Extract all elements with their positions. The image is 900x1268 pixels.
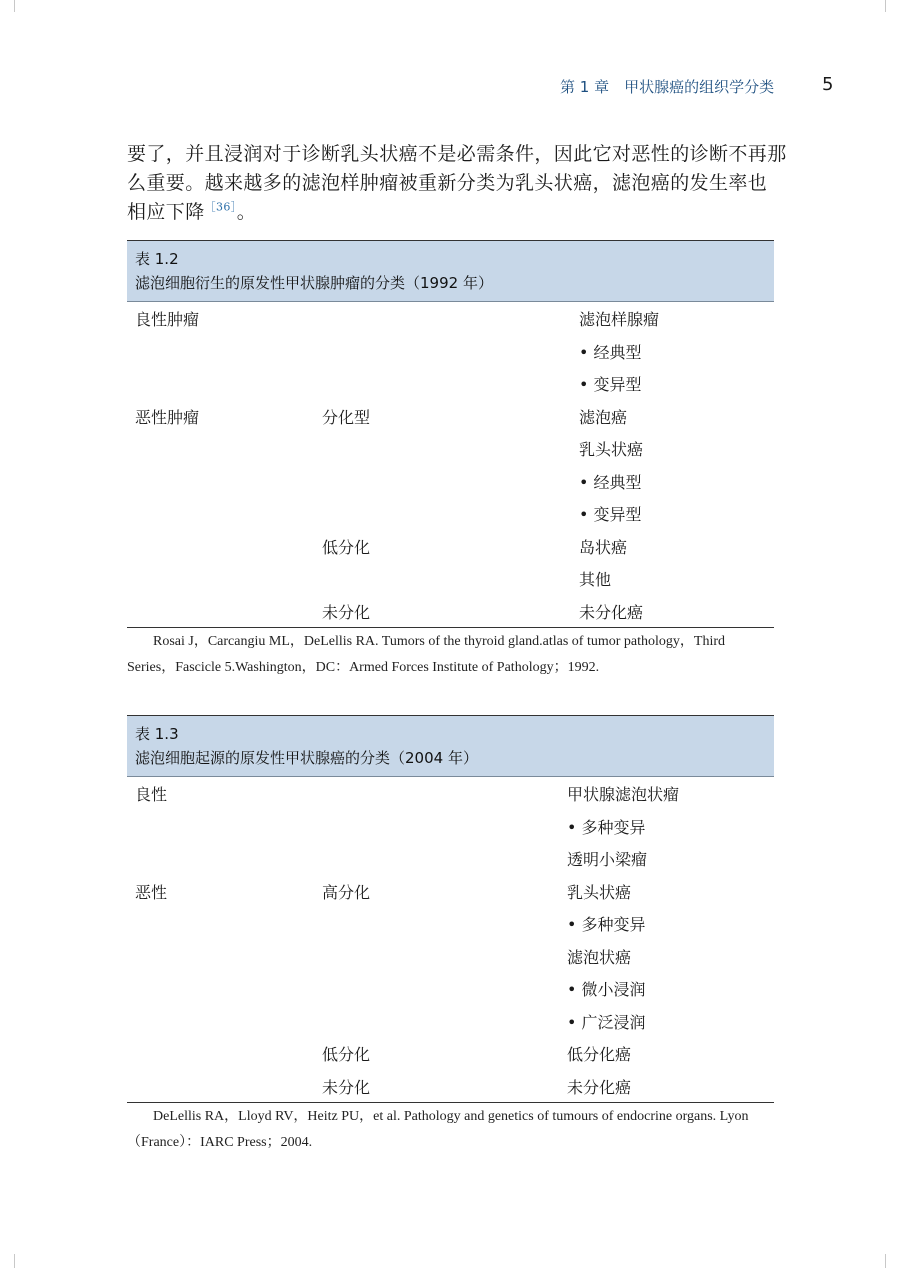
table-row [127,972,774,1005]
table-cell: • 广泛浸润 [567,1012,646,1032]
table-row [127,1070,774,1103]
source-note-line: Series，Fascicle 5.Washington，DC：Armed Forces Institute of Pathology；1992. [127,660,600,675]
table-row [127,940,774,973]
table-header [127,240,774,301]
table-row [127,562,774,595]
table-title: 滤泡细胞衍生的原发性甲状腺肿瘤的分类（1992 年） [135,274,493,292]
table-row [127,810,774,843]
table-row [127,497,774,530]
crop-mark [885,0,886,12]
table-body [127,776,774,1103]
table-cell: 其他 [579,570,612,589]
intro-line-end: 。 [236,201,257,223]
table-cell: 滤泡状癌 [567,947,632,967]
table-row [127,595,774,628]
table-cell: 低分化 [322,1045,371,1064]
crop-mark [14,1254,15,1268]
table-cell: • 变异型 [579,505,642,524]
table-row [127,777,774,810]
table-cell: 低分化 [322,537,371,557]
table-cell: 乳头状癌 [567,882,632,902]
table-row [127,302,774,335]
table-body [127,301,774,628]
table-cell: • 经典型 [579,472,642,492]
table-cell: 良性 [135,785,168,804]
running-header: 第 1 章 甲状腺癌的组织学分类 [560,78,775,96]
table-title: 滤泡细胞起源的原发性甲状腺癌的分类（2004 年） [135,749,478,767]
table-cell: 低分化癌 [567,1045,632,1064]
table-row [127,432,774,465]
table-cell: 未分化癌 [579,602,644,622]
crop-mark [885,1254,886,1268]
table-number: 表 1.3 [135,725,179,743]
table-cell: 未分化癌 [567,1077,632,1097]
table-cell: 高分化 [322,882,371,902]
table-row [127,875,774,908]
table-cell: 恶性 [135,882,168,902]
table-header [127,715,774,776]
table-cell: 透明小梁瘤 [567,850,648,869]
table-1-3-source-note [127,1104,777,1156]
intro-line: 要了，并且浸润对于诊断乳头状癌不是必需条件，因此它对恶性的诊断不再那 [127,143,787,165]
intro-line [127,198,777,227]
crop-mark [14,0,15,12]
intro-line-text: 相应下降 [127,201,205,223]
table-cell: • 经典型 [579,342,642,362]
table-number: 表 1.2 [135,250,179,268]
table-1-2 [127,240,774,628]
table-cell: • 多种变异 [567,817,646,837]
intro-line: 么重要。越来越多的滤泡样肿瘤被重新分类为乳头状癌，滤泡癌的发生率也 [127,172,768,194]
table-row [127,335,774,368]
table-cell: 未分化 [322,1077,371,1097]
table-cell: 分化型 [322,407,371,427]
table-cell: 良性肿瘤 [135,310,200,329]
table-cell: • 变异型 [579,375,642,394]
table-row [127,1005,774,1038]
table-cell: 滤泡样腺瘤 [579,310,660,329]
source-note-line: DeLellis RA，Lloyd RV，Heitz PU，et al. Pathology and genetics of tumours of endocrine organs. Lyon [153,1109,749,1124]
source-note-line: （France）：IARC Press；2004. [127,1135,313,1150]
table-row [127,465,774,498]
table-cell: 甲状腺滤泡状瘤 [567,785,680,804]
table-cell: 乳头状癌 [579,440,644,459]
table-row [127,1037,774,1070]
table-row [127,842,774,875]
table-cell: 滤泡癌 [579,407,628,427]
table-cell: • 多种变异 [567,915,646,934]
table-1-3 [127,715,774,1103]
table-cell: 恶性肿瘤 [135,407,200,427]
table-cell: 未分化 [322,602,371,622]
intro-paragraph [127,140,787,227]
citation-link[interactable]: ［36］ [204,200,237,214]
table-row [127,530,774,563]
page-number: 5 [822,74,834,95]
table-row [127,400,774,433]
table-row [127,907,774,940]
source-note-line: Rosai J，Carcangiu ML，DeLellis RA. Tumors of the thyroid gland.atlas of tumor pathology，Third [153,634,725,649]
table-cell: • 微小浸润 [567,980,646,999]
table-1-2-source-note [127,629,777,681]
table-row [127,367,774,400]
table-cell: 岛状癌 [579,537,628,557]
